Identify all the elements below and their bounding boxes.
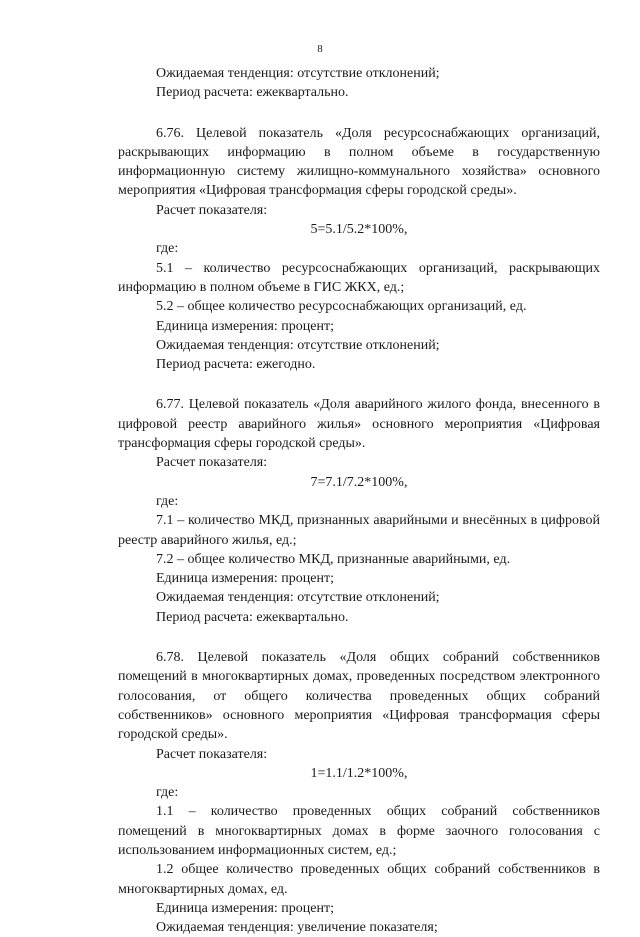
variable-definition: 1.1 – количество проведенных общих собраний собственников помещений в многоквартирных домах в форме заочного голосования с использованием информационных систем, ед.; [118, 804, 600, 858]
formula: 1=1.1/1.2*100%, [310, 765, 408, 781]
variable-definition: 5.2 – общее количество ресурсоснабжающих организаций, ед. [156, 299, 527, 315]
section-heading: 6.76. Целевой показатель «Доля ресурсоснабжающих организаций, раскрывающих информацию в полном объеме в государственную информационную систему жилищно-коммунального хозяйства» основного мероприятия «Цифровая трансформация сферы городской среды». [118, 125, 600, 199]
section-6-77 [118, 395, 600, 627]
where-label: где: [156, 785, 179, 801]
expected-tendency: Ожидаемая тенденция: увеличение показателя; [156, 920, 438, 936]
where-label: где: [156, 241, 179, 257]
variable-definition: 5.1 – количество ресурсоснабжающих организаций, раскрывающих информацию в полном объеме в ГИС ЖКХ, ед.; [118, 260, 600, 295]
where-label: где: [156, 493, 179, 509]
section-6-76 [118, 124, 600, 375]
variable-definition: 1.2 общее количество проведенных общих собраний собственников в многоквартирных домах, ед. [118, 862, 600, 897]
formula: 5=5.1/5.2*100%, [310, 222, 408, 238]
expected-tendency: Ожидаемая тенденция: отсутствие отклонений; [156, 337, 440, 353]
section-heading: 6.77. Целевой показатель «Доля аварийного жилого фонда, внесенного в цифровой реестр аварийного жилья» основного мероприятия «Цифровая трансформация сферы городской среды». [118, 397, 600, 452]
calculation-period: Период расчета: ежегодно. [156, 357, 316, 373]
variable-definition: 7.1 – количество МКД, признанных аварийными и внесённых в цифровой реестр аварийного жилья, ед.; [118, 513, 600, 548]
variable-definition: 7.2 – общее количество МКД, признанные аварийными, ед. [156, 551, 511, 567]
unit-of-measure: Единица измерения: процент; [156, 900, 334, 916]
page-content [118, 64, 600, 937]
calculation-label: Расчет показателя: [156, 746, 268, 762]
calculation-period: Период расчета: ежеквартально. [156, 85, 349, 101]
expected-tendency: Ожидаемая тенденция: отсутствие отклонений; [156, 66, 440, 81]
section-heading: 6.78. Целевой показатель «Доля общих собраний собственников помещений в многоквартирных домах, проведенных посредством электронного голосования, от общего количества проведенных общих собраний собственников» основного мероприятия «Цифровая трансформация сферы городской среды». [118, 650, 600, 743]
calculation-label: Расчет показателя: [156, 202, 268, 218]
calculation-period: Период расчета: ежеквартально. [156, 609, 349, 625]
section-6-78 [118, 648, 600, 937]
formula: 7=7.1/7.2*100%, [310, 474, 408, 490]
page-number: 8 [317, 43, 323, 55]
unit-of-measure: Единица измерения: процент; [156, 318, 334, 334]
expected-tendency: Ожидаемая тенденция: отсутствие отклонений; [156, 590, 440, 606]
unit-of-measure: Единица измерения: процент; [156, 571, 334, 587]
calculation-label: Расчет показателя: [156, 455, 268, 471]
